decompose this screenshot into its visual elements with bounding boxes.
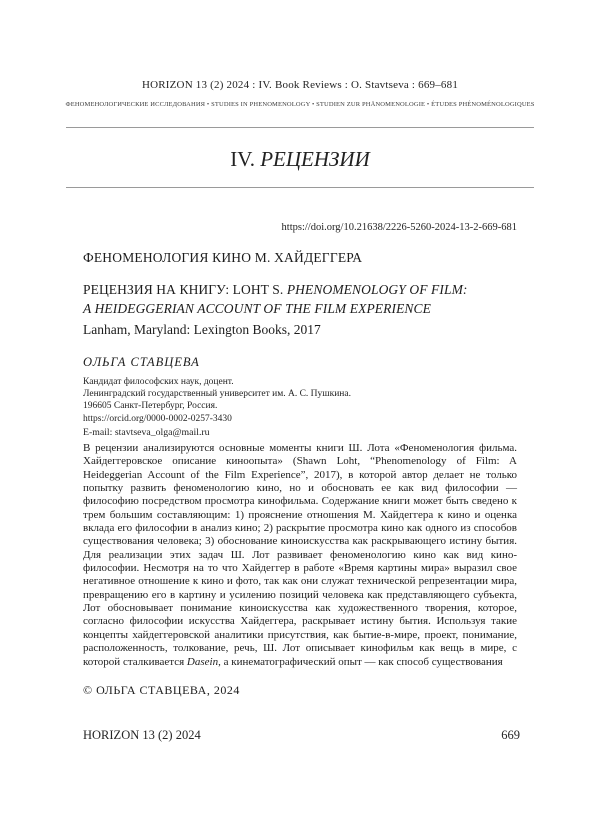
author-email: E-mail: stavtseva_olga@mail.ru	[83, 427, 210, 438]
publisher-line: Lanham, Maryland: Lexington Books, 2017	[83, 322, 321, 337]
page-footer	[83, 728, 520, 743]
author-affiliation	[83, 376, 517, 425]
copyright-line: © ОЛЬГА СТАВЦЕВА, 2024	[83, 683, 240, 697]
review-title-plain: РЕЦЕНЗИЯ НА КНИГУ: LOHT S.	[83, 282, 287, 297]
review-title-italic-line1: PHENOMENOLOGY OF FILM:	[286, 282, 468, 297]
author-name: ОЛЬГА СТАВЦЕВА	[83, 355, 200, 369]
article-title: ФЕНОМЕНОЛОГИЯ КИНО М. ХАЙДЕГГЕРА	[83, 250, 363, 265]
review-title-italic-line2: A HEIDEGGERIAN ACCOUNT OF THE FILM EXPERIENCE	[83, 300, 431, 316]
journal-subtitle-line: ФЕНОМЕНОЛОГИЧЕСКИЕ ИССЛЕДОВАНИЯ • STUDIES IN PHENOMENOLOGY • STUDIEN ZUR PHÄNOMENOLOGIE • ÉTUDES PHÉNOMÉNOLOGIQUES	[65, 101, 535, 108]
affiliation-university: Ленинградский государственный университет им. А. С. Пушкина.	[83, 389, 351, 400]
review-title	[83, 281, 530, 318]
doi-link: https://doi.org/10.21638/2226-5260-2024-13-2-669-681	[281, 222, 517, 233]
footer-journal-issue: HORIZON 13 (2) 2024	[83, 728, 201, 742]
section-number: IV.	[230, 147, 261, 171]
affiliation-address: 196605 Санкт-Петербург, Россия.	[83, 401, 218, 412]
abstract-text	[83, 442, 517, 669]
header-divider-top	[66, 127, 534, 128]
header-divider-bottom	[66, 187, 534, 188]
section-name: РЕЦЕНЗИИ	[260, 147, 370, 171]
abstract-dasein-term: Dasein	[186, 655, 219, 668]
running-head: HORIZON 13 (2) 2024 : IV. Book Reviews : O. Stavtseva : 669–681	[141, 79, 459, 91]
abstract-part2: , а кинематографический опыт — как способ существования	[218, 655, 503, 668]
abstract-part1: В рецензии анализируются основные моменты книги Ш. Лота «Феноменология фильма. Хайдеггеровское описание киноопыта» (Shawn Loht, “Phenomenology of Film: A Heideggerian Account of the Film Experience”, 2017), в которой автор делает не только попытку развить феноменологию кино, но и обосновать ее как вид философии — философию посредством просмотра кинофильма. Содержание книги может быть сведено к трем большим составляющим: 1) прояснение отношения М. Хайдеггера к кино и оценка вклада его философии в анализ кино; 2) раскрытие просмотра кино как одного из способов существования человека; 3) обоснование киноискусства как раскрывающего истину бытия. Для реализации этих задач Ш. Лот развивает феноменологию кино как вид кино-философии. Несмотря на то что Хайдеггер в работе «Время картины мира» выразил свое негативное отношение к кино и фото, так как они служат технической репрезентации мира, превращению его в картину и усилению позиций человека как представляющего субъекта, Лот обосновывает понимание киноискусства как художественного творения, которое, согласно философии искусства Хайдеггера, раскрывает истину бытия. Используя такие концепты хайдеггеровской аналитики присутствия, как бытие-в-мире, проект, понимание, расположенность, толкование, речь, Ш. Лот описывает кинофильм как вещь в мире, с которой сталкивается	[83, 442, 517, 668]
footer-page-number: 669	[501, 728, 520, 742]
orcid-link: https://orcid.org/0000-0002-0257-3430	[83, 413, 232, 424]
affiliation-degree: Кандидат философских наук, доцент.	[83, 377, 234, 387]
section-title	[0, 147, 600, 172]
